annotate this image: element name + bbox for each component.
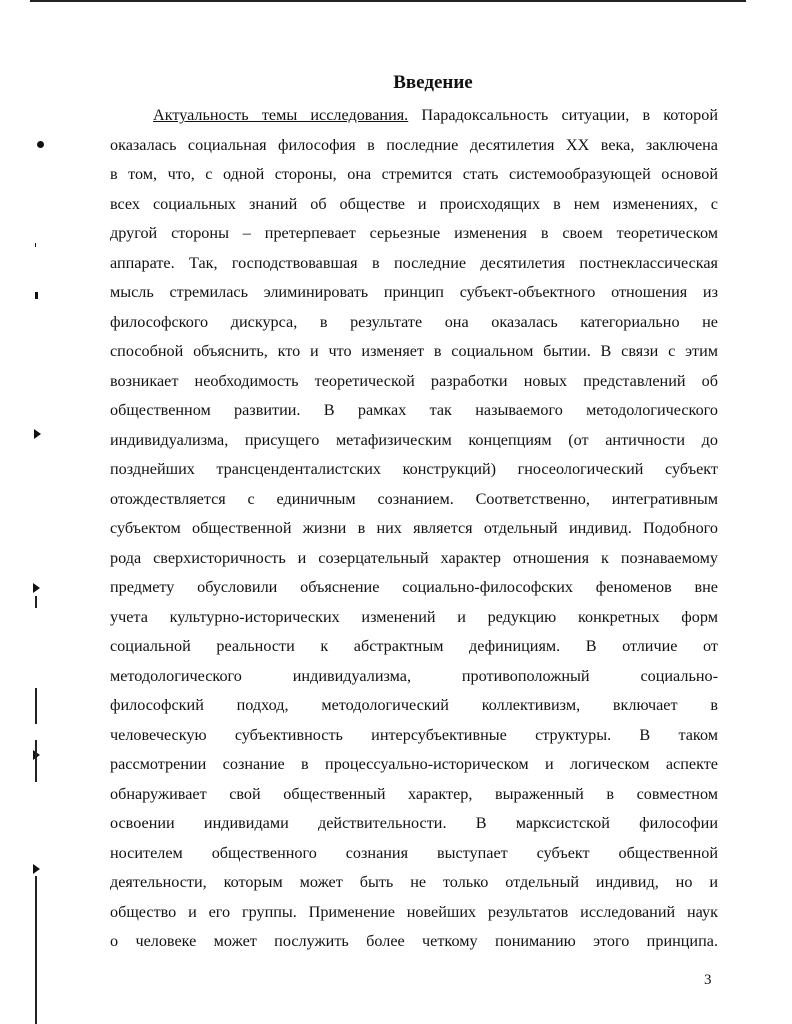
margin-binding-mark: [35, 243, 36, 247]
text-line: способной объяснить, кто и что изменяет в социальном бытии. В связи с этим: [110, 342, 718, 360]
text-line: рода сверхисторичность и созерцательный характер отношения к познаваемому: [110, 548, 718, 567]
text-line: методологического индивидуализма, противоположный социально-: [110, 666, 718, 685]
text-line: обнаруживает свой общественный характер, выраженный в совместном: [110, 784, 718, 803]
text-line: рассмотрении сознание в процессуально-историческом и логическом аспекте: [110, 755, 718, 773]
text-line: философского дискурса, в результате она оказалась категориально не: [110, 312, 718, 331]
margin-binding-mark: [35, 596, 37, 608]
text-line: аппарате. Так, господствовавшая в последние десятилетия постнеклассическая: [110, 253, 718, 272]
text-line: в том, что, с одной стороны, она стремится стать системообразующей основой: [110, 165, 718, 183]
top-border-line: [30, 0, 746, 2]
text-line: человеческую субъективность интерсубъективные структуры. В таком: [110, 725, 718, 744]
text-line: индивидуализма, присущего метафизическим концепциям (от античности до: [110, 430, 718, 449]
text-line: о человеке может послужить более четкому пониманию этого принципа.: [110, 932, 718, 950]
text-line: общественном развитии. В рамках так называемого методологического: [110, 401, 718, 419]
page-title: Введение: [393, 72, 473, 93]
margin-binding-mark: [35, 292, 38, 299]
first-line-text: Парадоксальность ситуации, в которой: [408, 106, 718, 124]
text-line: учета культурно-исторических изменений и редукцию конкретных форм: [110, 607, 718, 626]
text-line: возникает необходимость теоретической разработки новых представлений об: [110, 371, 718, 390]
text-line: философский подход, методологический коллективизм, включает в: [110, 696, 718, 714]
text-line: предмету обусловили объяснение социально-философских феноменов вне: [110, 578, 718, 596]
margin-binding-mark: [35, 876, 37, 1024]
page-number: 3: [704, 972, 712, 988]
text-line: общество и его группы. Применение новейших результатов исследований наук: [110, 902, 718, 921]
body-text: [110, 101, 718, 957]
text-line: отождествляется с единичным сознанием. Соответственно, интегративным: [110, 489, 718, 508]
text-line: освоении индивидами действительности. В марксистской философии: [110, 814, 718, 832]
text-line: носителем общественного сознания выступает субъект общественной: [110, 843, 718, 862]
text-line: мысль стремилась элиминировать принцип субъект-объектного отношения из: [110, 283, 718, 301]
text-line: деятельности, которым может быть не только отдельный индивид, но и: [110, 873, 718, 891]
margin-binding-mark: [37, 141, 44, 148]
section-label: Актуальность темы исследования.: [153, 106, 409, 124]
margin-binding-mark: [35, 688, 37, 724]
text-line: всех социальных знаний об обществе и происходящих в нем изменениях, с: [110, 194, 718, 213]
margin-binding-mark: [34, 429, 41, 439]
text-line: другой стороны – претерпевает серьезные изменения в своем теоретическом: [110, 224, 718, 242]
text-line: социальной реальности к абстрактным дефинициям. В отличие от: [110, 637, 718, 655]
text-line: оказалась социальная философия в последние десятилетия XX века, заключена: [110, 135, 718, 154]
margin-binding-mark: [33, 583, 40, 593]
text-line: позднейших трансценденталистских конструкций) гносеологический субъект: [110, 460, 718, 478]
margin-binding-mark: [33, 864, 40, 874]
text-line: субъектом общественной жизни в них является отдельный индивид. Подобного: [110, 519, 718, 537]
paragraph-first-line: [110, 101, 718, 131]
margin-binding-mark: [35, 740, 37, 782]
